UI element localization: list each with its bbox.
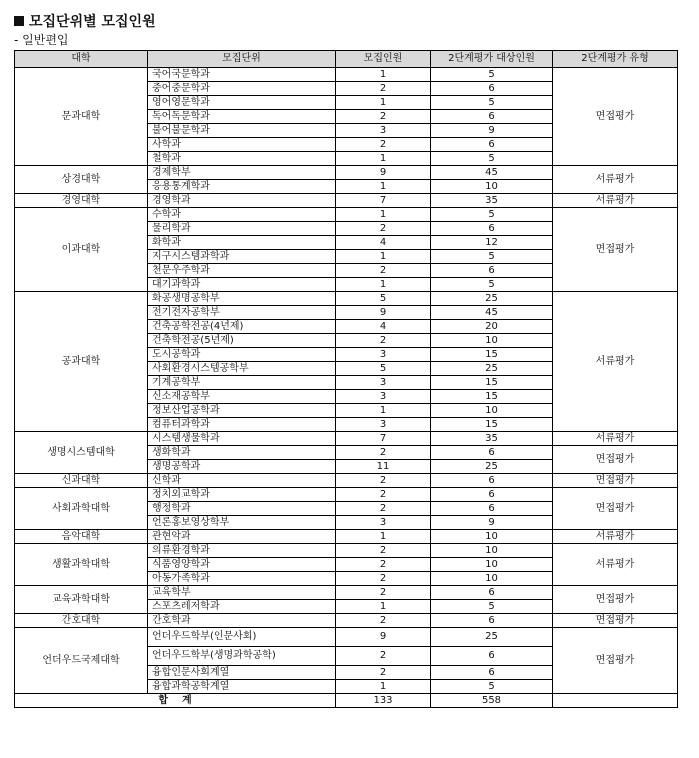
- unit-cell: 불어불문학과: [148, 124, 336, 138]
- stage2-count-cell: 6: [431, 138, 553, 152]
- unit-cell: 정보산업공학과: [148, 404, 336, 418]
- unit-cell: 응용통계학과: [148, 180, 336, 194]
- stage2-count-cell: 10: [431, 558, 553, 572]
- stage2-count-cell: 5: [431, 600, 553, 614]
- unit-cell: 대기과학과: [148, 278, 336, 292]
- quota-cell: 1: [336, 278, 431, 292]
- stage2-count-cell: 6: [431, 264, 553, 278]
- stage2-type-cell: 서류평가: [553, 194, 678, 208]
- unit-cell: 사학과: [148, 138, 336, 152]
- stage2-type-cell: 면접평가: [553, 628, 678, 694]
- quota-cell: 9: [336, 166, 431, 180]
- unit-cell: 언론홍보영상학부: [148, 516, 336, 530]
- quota-cell: 2: [336, 614, 431, 628]
- college-cell: 신과대학: [15, 474, 148, 488]
- quota-cell: 2: [336, 558, 431, 572]
- square-bullet-icon: [14, 16, 24, 26]
- college-cell: 생활과학대학: [15, 544, 148, 586]
- unit-cell: 화학과: [148, 236, 336, 250]
- table-body: [15, 68, 678, 708]
- unit-cell: 수학과: [148, 208, 336, 222]
- stage2-count-cell: 9: [431, 124, 553, 138]
- unit-cell: 건축공학전공(4년제): [148, 320, 336, 334]
- unit-cell: 컴퓨터과학과: [148, 418, 336, 432]
- unit-cell: 전기전자공학부: [148, 306, 336, 320]
- column-header-stage2-type: 2단계평가 유형: [553, 51, 678, 68]
- unit-cell: 철학과: [148, 152, 336, 166]
- quota-cell: 5: [336, 292, 431, 306]
- stage2-count-cell: 5: [431, 96, 553, 110]
- stage2-count-cell: 35: [431, 432, 553, 446]
- stage2-count-cell: 6: [431, 488, 553, 502]
- unit-cell: 영어영문학과: [148, 96, 336, 110]
- unit-cell: 화공생명공학부: [148, 292, 336, 306]
- table-row: [15, 530, 678, 544]
- stage2-count-cell: 6: [431, 647, 553, 666]
- stage2-count-cell: 6: [431, 614, 553, 628]
- stage2-count-cell: 45: [431, 306, 553, 320]
- stage2-count-cell: 6: [431, 222, 553, 236]
- quota-cell: 3: [336, 124, 431, 138]
- quota-cell: 3: [336, 390, 431, 404]
- unit-cell: 언더우드학부(생명과학공학): [148, 647, 336, 666]
- quota-cell: 11: [336, 460, 431, 474]
- quota-cell: 1: [336, 600, 431, 614]
- unit-cell: 독어독문학과: [148, 110, 336, 124]
- stage2-count-cell: 25: [431, 628, 553, 647]
- unit-cell: 융합인문사회계열: [148, 666, 336, 680]
- quota-cell: 2: [336, 666, 431, 680]
- quota-cell: 2: [336, 474, 431, 488]
- section-subheading: - 일반편입: [14, 33, 69, 47]
- stage2-count-cell: 6: [431, 82, 553, 96]
- table-row: [15, 628, 678, 647]
- college-cell: 간호대학: [15, 614, 148, 628]
- unit-cell: 의류환경학과: [148, 544, 336, 558]
- stage2-type-cell: 서류평가: [553, 292, 678, 432]
- stage2-count-cell: 9: [431, 516, 553, 530]
- stage2-count-cell: 10: [431, 404, 553, 418]
- stage2-count-cell: 10: [431, 572, 553, 586]
- stage2-count-cell: 5: [431, 250, 553, 264]
- quota-cell: 2: [336, 138, 431, 152]
- quota-cell: 2: [336, 502, 431, 516]
- quota-cell: 2: [336, 82, 431, 96]
- table-row: [15, 614, 678, 628]
- quota-cell: 3: [336, 376, 431, 390]
- table-row: [15, 194, 678, 208]
- college-cell: 공과대학: [15, 292, 148, 432]
- unit-cell: 경제학부: [148, 166, 336, 180]
- quota-cell: 4: [336, 236, 431, 250]
- table-row: [15, 474, 678, 488]
- quota-cell: 2: [336, 586, 431, 600]
- stage2-count-cell: 5: [431, 278, 553, 292]
- stage2-count-cell: 10: [431, 180, 553, 194]
- column-header-unit: 모집단위: [148, 51, 336, 68]
- stage2-type-cell: 서류평가: [553, 530, 678, 544]
- table-header-row: [15, 51, 678, 68]
- quota-cell: 1: [336, 404, 431, 418]
- section-heading-text: 모집단위별 모집인원: [29, 14, 156, 30]
- unit-cell: 관현악과: [148, 530, 336, 544]
- college-cell: 교육과학대학: [15, 586, 148, 614]
- stage2-count-cell: 6: [431, 586, 553, 600]
- stage2-type-cell: 면접평가: [553, 474, 678, 488]
- table-row: [15, 586, 678, 600]
- total-type-empty: [553, 694, 678, 708]
- stage2-type-cell: 면접평가: [553, 614, 678, 628]
- stage2-type-cell: 서류평가: [553, 544, 678, 586]
- unit-cell: 지구시스템과학과: [148, 250, 336, 264]
- unit-cell: 식품영양학과: [148, 558, 336, 572]
- unit-cell: 중어중문학과: [148, 82, 336, 96]
- stage2-type-cell: 서류평가: [553, 432, 678, 446]
- stage2-count-cell: 20: [431, 320, 553, 334]
- quota-cell: 3: [336, 348, 431, 362]
- stage2-count-cell: 25: [431, 362, 553, 376]
- admission-quota-table: [14, 50, 678, 708]
- stage2-type-cell: 면접평가: [553, 208, 678, 292]
- stage2-count-cell: 15: [431, 348, 553, 362]
- unit-cell: 도시공학과: [148, 348, 336, 362]
- unit-cell: 천문우주학과: [148, 264, 336, 278]
- stage2-count-cell: 5: [431, 152, 553, 166]
- total-stage2-count: 558: [431, 694, 553, 708]
- quota-cell: 1: [336, 68, 431, 82]
- stage2-count-cell: 15: [431, 376, 553, 390]
- quota-cell: 1: [336, 530, 431, 544]
- college-cell: 이과대학: [15, 208, 148, 292]
- quota-cell: 2: [336, 334, 431, 348]
- unit-cell: 신학과: [148, 474, 336, 488]
- quota-cell: 2: [336, 222, 431, 236]
- stage2-count-cell: 6: [431, 474, 553, 488]
- stage2-count-cell: 15: [431, 390, 553, 404]
- unit-cell: 간호학과: [148, 614, 336, 628]
- stage2-type-cell: 서류평가: [553, 166, 678, 194]
- college-cell: 생명시스템대학: [15, 432, 148, 474]
- quota-cell: 1: [336, 180, 431, 194]
- unit-cell: 기계공학부: [148, 376, 336, 390]
- quota-cell: 2: [336, 264, 431, 278]
- table-row: [15, 166, 678, 180]
- stage2-type-cell: 면접평가: [553, 488, 678, 530]
- stage2-count-cell: 6: [431, 666, 553, 680]
- unit-cell: 아동가족학과: [148, 572, 336, 586]
- quota-cell: 2: [336, 544, 431, 558]
- college-cell: 언더우드국제대학: [15, 628, 148, 694]
- unit-cell: 교육학부: [148, 586, 336, 600]
- quota-cell: 2: [336, 647, 431, 666]
- quota-cell: 1: [336, 680, 431, 694]
- college-cell: 상경대학: [15, 166, 148, 194]
- college-cell: 문과대학: [15, 68, 148, 166]
- stage2-type-cell: 면접평가: [553, 446, 678, 474]
- quota-cell: 1: [336, 250, 431, 264]
- column-header-stage2-count: 2단계평가 대상인원: [431, 51, 553, 68]
- stage2-count-cell: 5: [431, 680, 553, 694]
- quota-cell: 9: [336, 628, 431, 647]
- unit-cell: 스포츠레저학과: [148, 600, 336, 614]
- stage2-count-cell: 6: [431, 502, 553, 516]
- quota-cell: 1: [336, 152, 431, 166]
- quota-cell: 2: [336, 110, 431, 124]
- stage2-count-cell: 10: [431, 334, 553, 348]
- stage2-count-cell: 5: [431, 208, 553, 222]
- quota-cell: 9: [336, 306, 431, 320]
- quota-cell: 2: [336, 446, 431, 460]
- table-row: [15, 292, 678, 306]
- total-quota: 133: [336, 694, 431, 708]
- unit-cell: 건축학전공(5년제): [148, 334, 336, 348]
- quota-cell: 2: [336, 488, 431, 502]
- quota-cell: 3: [336, 418, 431, 432]
- stage2-count-cell: 5: [431, 68, 553, 82]
- unit-cell: 언더우드학부(인문사회): [148, 628, 336, 647]
- quota-cell: 7: [336, 432, 431, 446]
- unit-cell: 신소재공학부: [148, 390, 336, 404]
- quota-cell: 3: [336, 516, 431, 530]
- unit-cell: 생명공학과: [148, 460, 336, 474]
- total-row: [15, 694, 678, 708]
- unit-cell: 사회환경시스템공학부: [148, 362, 336, 376]
- unit-cell: 행정학과: [148, 502, 336, 516]
- column-header-quota: 모집인원: [336, 51, 431, 68]
- table-row: [15, 488, 678, 502]
- unit-cell: 융합과학공학계열: [148, 680, 336, 694]
- stage2-count-cell: 35: [431, 194, 553, 208]
- stage2-type-cell: 면접평가: [553, 68, 678, 166]
- unit-cell: 경영학과: [148, 194, 336, 208]
- stage2-count-cell: 10: [431, 530, 553, 544]
- quota-cell: 7: [336, 194, 431, 208]
- stage2-type-cell: 면접평가: [553, 586, 678, 614]
- stage2-count-cell: 15: [431, 418, 553, 432]
- table-row: [15, 68, 678, 82]
- unit-cell: 생화학과: [148, 446, 336, 460]
- quota-cell: 1: [336, 208, 431, 222]
- stage2-count-cell: 45: [431, 166, 553, 180]
- quota-cell: 2: [336, 572, 431, 586]
- stage2-count-cell: 6: [431, 110, 553, 124]
- quota-cell: 5: [336, 362, 431, 376]
- total-label: 합 계: [15, 694, 336, 708]
- quota-cell: 4: [336, 320, 431, 334]
- column-header-college: 대학: [15, 51, 148, 68]
- section-heading: [14, 11, 156, 31]
- table-row: [15, 544, 678, 558]
- unit-cell: 물리학과: [148, 222, 336, 236]
- unit-cell: 정치외교학과: [148, 488, 336, 502]
- table-row: [15, 432, 678, 446]
- college-cell: 사회과학대학: [15, 488, 148, 530]
- stage2-count-cell: 10: [431, 544, 553, 558]
- college-cell: 경영대학: [15, 194, 148, 208]
- stage2-count-cell: 25: [431, 460, 553, 474]
- stage2-count-cell: 12: [431, 236, 553, 250]
- college-cell: 음악대학: [15, 530, 148, 544]
- table-row: [15, 208, 678, 222]
- quota-cell: 1: [336, 96, 431, 110]
- unit-cell: 국어국문학과: [148, 68, 336, 82]
- stage2-count-cell: 25: [431, 292, 553, 306]
- stage2-count-cell: 6: [431, 446, 553, 460]
- unit-cell: 시스템생물학과: [148, 432, 336, 446]
